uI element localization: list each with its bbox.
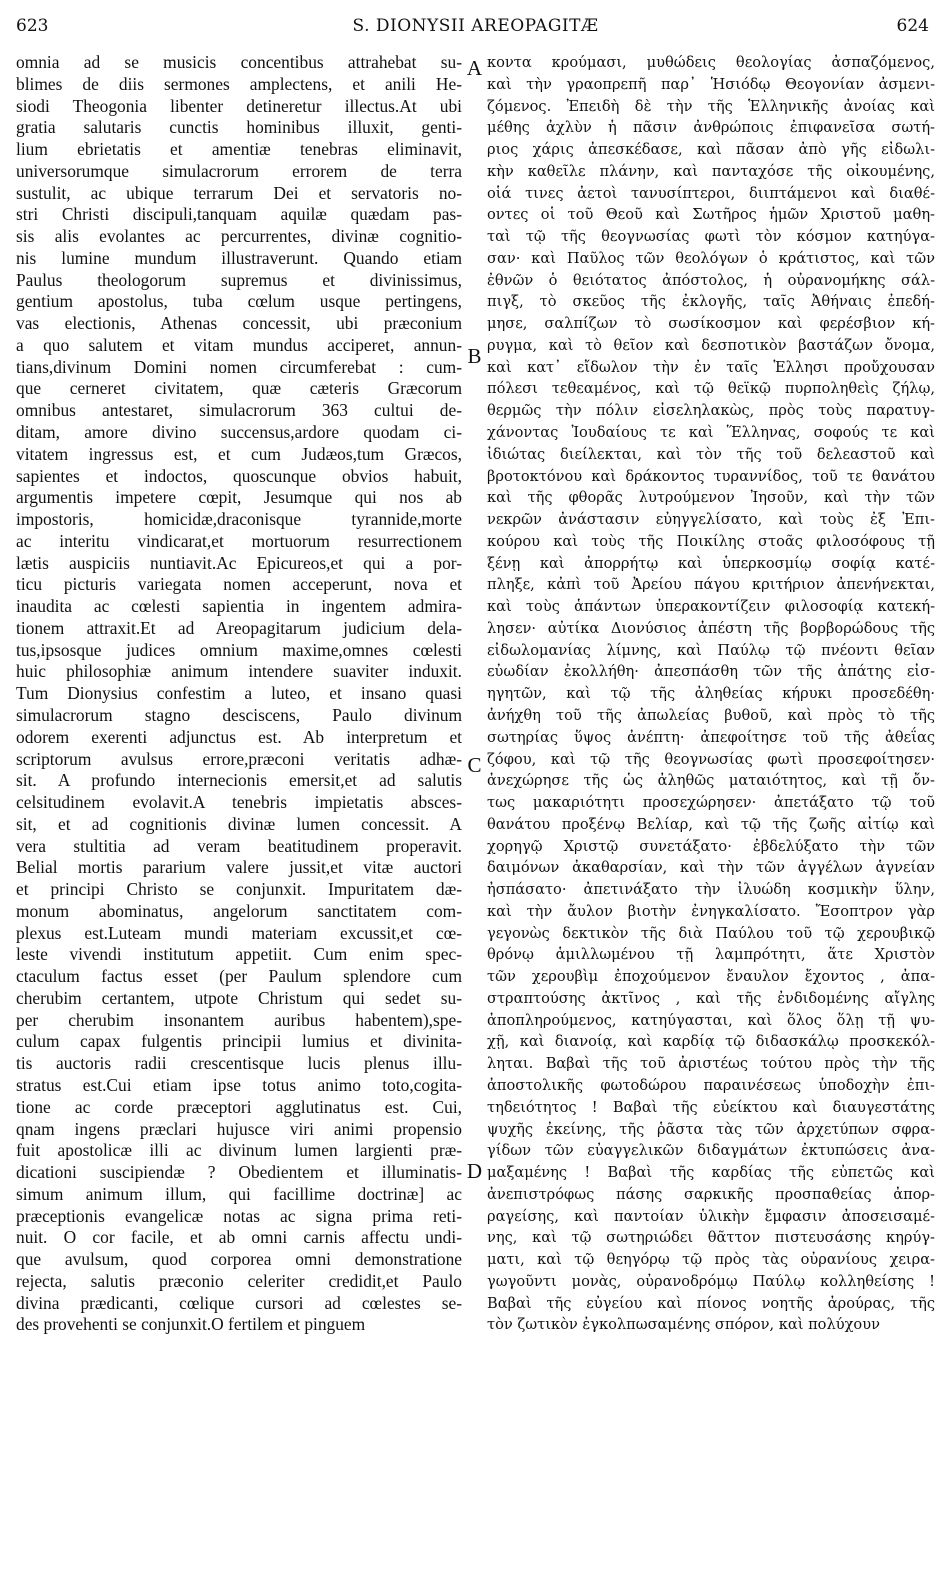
greek-text-line: κοντα κρούμασι, μυθώδεις θεολογίας ἀσπαζόμενος, [487, 54, 935, 71]
latin-text-line: et principi Christo se conjunxit. Impuritatem dæ- [16, 879, 462, 900]
greek-text-line: ἰδιώτας διείλεκται, καὶ τὸν τῆς τοῦ δελεαστοῦ καὶ [487, 445, 935, 463]
latin-text-line: ditam, amore divino succensus,ardore quodam ci- [16, 422, 462, 443]
latin-text-line: lium ebrietatis et amentiæ tenebras eliminavit, [16, 139, 462, 160]
latin-text-line: plexus est.Luteam mundi materiam excussit,et cœ- [16, 922, 462, 943]
greek-text-line: χάνοντας Ἰουδαίους τε καὶ Ἕλληνας, σοφούς τε καὶ [487, 424, 935, 442]
greek-text-line: ἀποστολικῆς φωτοδώρου παραινέσεως ὑποδοχὴν ἐπι- [487, 1076, 935, 1094]
greek-text-line: καὶ κατ᾽ εἴδωλον τὴν ἐν ταῖς Ἑλλησι προὔχουσαν [487, 358, 935, 376]
greek-text-line: δαιμόνων ἀκαθαρσίαν, καὶ τὴν τῶν ἀγγέλων ἁγνείαν [487, 859, 935, 877]
latin-text-line: argumentis impetere cœpit, Jesumque qui nos ab [16, 487, 462, 508]
latin-text-line: per cherubim insonantem auribus habentem),spe- [16, 1009, 462, 1030]
latin-text-line: omnibus antestaret, simulacrorum 363 cultui de- [16, 400, 462, 421]
latin-text-line: cherubim certantem, utpote Christum qui sedet su- [16, 987, 462, 1008]
latin-text-line: siodi Theogonia libenter detineretur illectus.At ubi [16, 95, 462, 116]
latin-text-line: des provehenti se conjunxit.O fertilem et pinguem [16, 1314, 366, 1335]
latin-text-line: tians,divinum Domini nomen circumferebat : cum- [16, 356, 462, 377]
latin-text-line: simum animum illum, qui facillime doctrinæ] ac [16, 1183, 462, 1204]
latin-text-line: nis lumine mundum illustraverunt. Quando etiam [16, 247, 462, 268]
latin-text-line: sustulit, ac ubique terrarum Dei et servatoris no- [16, 182, 462, 203]
running-header [0, 16, 951, 46]
greek-text-line: μησε, σαλπίζων τὸ σωσίκοσμον καὶ φερέσβιον κή- [487, 315, 935, 333]
greek-text-line: οντες οἱ τοῦ Θεοῦ καὶ Σωτῆρος ἡμῶν Χριστοῦ μαθη- [487, 206, 935, 224]
latin-text-line: huic philosophiæ animum intendere suaviter induxit. [16, 661, 462, 682]
greek-text-line: καὶ τοὺς ἁπάντων ὑπερακοντίζειν φιλοσοφίᾳ κατεκή- [487, 598, 935, 616]
latin-text-line: Tum Dionysius confestim a luteo, et insano quasi [16, 683, 462, 704]
latin-text-line: impostoris, homicidæ,draconisque tyrannide,morte [16, 509, 462, 530]
greek-text-line: ταὶ τῷ τῆς θεογνωσίας φωτὶ τὸν κόσμον κατηύγα- [487, 228, 935, 246]
greek-text-line: μαξαμένης ! Βαβαὶ τῆς καρδίας τῆς εὐπετῶς καὶ [487, 1164, 935, 1182]
latin-text-line: simulacrorum stagno desciscens, Paulo divinum [16, 704, 462, 725]
latin-text-line: vitatem ingressus est, et cum Judæos,tum Græcos, [16, 443, 462, 464]
latin-text-line: sis alis evolantes ac percurrentes, divinæ cognitio- [16, 226, 462, 247]
latin-text-line: fuit apostolicæ illi ac divinum lumen largienti præ- [16, 1140, 462, 1161]
latin-text-line: qnam ingens præclari hujusce viri animi propensio [16, 1118, 462, 1139]
latin-text-line: dicationi suscipiendæ ? Obedientem et illuminatis- [16, 1162, 462, 1183]
greek-text-line: ἀνεχώρησε τῆς ὡς ἀληθῶς ματαιότητος, καὶ τῇ ὄν- [487, 772, 935, 790]
latin-text-line: gratia salutaris cunctis hominibus illuxit, genti- [16, 117, 462, 138]
greek-text-line: ρυγμα, καὶ τὸ θεῖον καὶ δεσποτικὸν βαστάζων ὄνομα, [487, 336, 935, 354]
greek-text-line: γωγοῦντι μονὰς, οὐρανοδρόμῳ Παύλῳ κολληθείσης ! [487, 1272, 935, 1290]
latin-text-line: stratus est.Cui etiam ipse totus animo toto,cogita- [16, 1074, 462, 1095]
latin-text-line: tis auctoris radii crescentisque lucis plenus illu- [16, 1053, 462, 1074]
greek-text-line: ἀποπληρούμενος, κατηύγασται, καὶ ὅλος ὅλῃ τῇ ψυ- [487, 1011, 935, 1029]
latin-text-line: omnia ad se musicis concentibus attrahebat su- [16, 52, 462, 72]
page-number-left: 623 [16, 16, 49, 36]
latin-text-line: tus,ipsosque judices omnium maxime,omnes cœlesti [16, 639, 462, 660]
latin-text-line: nuit. O cor facile, et ab omni carnis affectu undi- [16, 1227, 462, 1248]
greek-text-line: καὶ τῆς φθορᾶς λυτρούμενον Ἰησοῦν, καὶ τὴν τῶν [487, 489, 935, 507]
latin-text-line: rejecta, salutis præconio celeriter credidit,et Paulo [16, 1270, 462, 1291]
greek-text-line: βροτοκτόνου καὶ δράκοντος τυραννίδος, τοῦ τε θανάτου [487, 467, 935, 485]
greek-text-line: ματι, καὶ τῷ θεηγόρῳ τῷ πρὸς τὰς οὐρανίους χειρα- [487, 1251, 935, 1269]
latin-text-line: que avulsum, quod corporea omni demonstratione [16, 1249, 462, 1270]
greek-text-line: ἠσπάσατο· ἀπετινάξατο τὴν ἰλυώδη κοσμικὴν ὕλην, [487, 881, 935, 899]
latin-text-line: universorumque simulacrorum errorem de terra [16, 160, 462, 181]
latin-text-line: præceptionis evangelicæ notas ac signa prima reti- [16, 1205, 462, 1226]
greek-text-line: γίδων τῶν εὐαγγελικῶν διδαγμάτων ἐκτυπώσεις ἀνα- [487, 1142, 935, 1160]
greek-text-line: νης, καὶ τῷ σωτηριώδει θᾶττον πιστευσάσης κηρύγ- [487, 1229, 935, 1247]
greek-text-line: τὸν ζωτικὸν ἐγκολπωσαμένης σπόρον, καὶ πολύχουν [487, 1316, 880, 1334]
latin-text-line: ticu picturis variegata nomen acceperunt, nova et [16, 574, 462, 595]
latin-text-line: Paulus theologorum supremus et divinissimus, [16, 269, 462, 290]
greek-column [487, 52, 935, 1336]
latin-text-line: vera stultitia ad veram beatitudinem properavit. [16, 835, 462, 856]
greek-text-line: θερμῶς τὴν πόλιν εἰσεληλακὼς, πρὸς τοὺς παρατυγ- [487, 402, 935, 420]
greek-text-line: καὶ τὴν ἄυλον βιοτὴν ἐνηγκαλίσατο. Ἔσοπτρον γὰρ [487, 902, 935, 920]
latin-text-line: leste vivendi institutum appetiit. Cum enim spec- [16, 944, 462, 965]
greek-text-line: τηδειότητος ! Βαβαὶ τῆς εὐείκτου καὶ διαυγεστάτης [487, 1098, 935, 1116]
greek-text-line: στραπτούσης ἀκτῖνος , καὶ τῆς ἐνδιδομένης αἴγλης [487, 989, 935, 1007]
greek-text-line: χορηγῷ Χριστῷ συνετάξατο· ἐβδελύξατο τὴν τῶν [487, 837, 935, 855]
margin-letter-c: C [467, 753, 482, 777]
latin-text-line: inaudita ac cœlesti sapientia in ingentem admira- [16, 596, 462, 617]
latin-text-line: gentium apostolus, tuba cœlum usque pertingens, [16, 291, 462, 312]
greek-text-line: ἐθνῶν ὁ θειότατος ἀπόστολος, ἡ οὐρανομήκης σάλ- [487, 271, 935, 289]
latin-text-line: scriptorum avulsus errore,præconi veritatis adhæ- [16, 748, 462, 769]
latin-text-line: sapientes et indoctos, quoscunque obvios habuit, [16, 465, 462, 486]
latin-text-line: monum abominatus, angelorum sanctitatem com- [16, 900, 462, 921]
latin-text-line: vas electionis, Athenas concessit, ubi præconium [16, 313, 462, 334]
greek-text-line: οἱά τινες ἀετοὶ τανυσίπτεροι, διιπτάμενοι καὶ διαθέ- [487, 184, 935, 202]
latin-text-line: odorem exerenti adjunctus est. Ab interpretum et [16, 726, 462, 747]
latin-text-line: ctaculum factus esset (per Paulum splendore cum [16, 966, 462, 987]
margin-letter-d: D [466, 1159, 483, 1183]
latin-text-line: ac interitu vindicarat,et mortuorum resurrectionem [16, 530, 462, 551]
greek-text-line: σαν· καὶ Παῦλος τῶν θεολόγων ὁ κράτιστος, καὶ τῶν [487, 249, 935, 267]
greek-text-line: καὶ τὴν γραοπρεπῆ παρ᾽ Ἡσιόδῳ Θεογονίαν ἀσμενι- [487, 75, 935, 93]
latin-text-line: culum capax fulgentis principii lumius et divinita- [16, 1031, 462, 1052]
greek-text-line: ξένῃ καὶ ἀπορρήτῳ καὶ ὑπερκοσμίῳ σοφίᾳ κατέ- [487, 554, 935, 572]
latin-text-line: celsitudinem evolavit.A tenebris impietatis absces- [16, 792, 462, 813]
latin-text-line: Belial mortis pararium valere jussit,et vitæ auctori [16, 857, 462, 878]
greek-text-line: πιγξ, τὸ σκεῦος τῆς ἐκλογῆς, ταῖς Ἀθήναις ἐπεδή- [487, 293, 935, 311]
greek-text-line: σωτηρίας ὕψος ἀνέπτη· ἀπεφοίτησε τοῦ τῆς ἀθεΐας [487, 728, 935, 746]
latin-text-line: blimes de diis sermones amplectens, et anili He- [16, 73, 462, 94]
greek-text-line: ζόμενος. Ἐπειδὴ δὲ τὴν τῆς Ἑλληνικῆς ἀνοίας καὶ [487, 97, 935, 115]
greek-text-line: ζόφου, καὶ τῷ τῆς θεογνωσίας φωτὶ προσεφοίτησεν· [487, 750, 935, 768]
greek-text-line: κούρου καὶ τοὺς τῆς Ποικίλης στοᾶς φιλοσόφους τῇ [487, 532, 935, 550]
latin-text-line: a quo salutem et vitam mundus acciperet, annun- [16, 334, 462, 355]
greek-text-line: ἀνεπιστρόφως πάσης σαρκικῆς προσπαθείας ἀπορ- [487, 1185, 935, 1203]
latin-text-line: que cerneret civitatem, quæ cæteris Græcorum [16, 378, 462, 399]
greek-text-line: εὐωδίαν ἐκολλήθη· ἀπεσπάσθη τῶν τῆς ἀπάτης εἰσ- [487, 663, 935, 681]
greek-text-line: τῶν χερουβὶμ ἐποχούμενον ἔναυλον ἔχοντος , ἀπα- [487, 968, 935, 986]
greek-text-line: θανάτου προξένῳ Βελίαρ, καὶ τῷ τῆς ζωῆς αἰτίῳ καὶ [487, 815, 935, 833]
latin-column [16, 52, 462, 1336]
greek-text-line: εἰδωλομανίας λίμνης, καὶ Παύλῳ τῷ πνέοντι θεῖαν [487, 641, 935, 659]
greek-text-line: λησεν· αὐτίκα Διονύσιος ἀπέστη τῆς βορβορώδους τῆς [487, 619, 935, 637]
greek-text-line: γεγονὼς δεκτικὸν τῆς διὰ Παύλου τοῦ τῷ χερουβικῷ [487, 924, 935, 942]
greek-text-line: νεκρῶν ἀνάστασιν εὐηγγελίσατο, καὶ τοὺς ἐξ Ἐπι- [487, 511, 935, 529]
greek-text-line: τως μακαριότητι προσεχώρησεν· ἀπετάξατο τῷ τοῦ [487, 794, 935, 812]
greek-text-line: ληται. Βαβαὶ τῆς τοῦ ἀριστέως τούτου πρὸς τὴν τῆς [487, 1055, 935, 1073]
latin-text-line: sit. A profundo internecionis emersit,et ad salutis [16, 770, 462, 791]
greek-text-line: πόλεσι τεθεαμένος, καὶ τῷ θεϊκῷ πυρποληθεὶς ζήλῳ, [487, 380, 935, 398]
greek-text-line: μέθης ἀχλὺν ἡ πᾶσιν ἀνθρώποις ἐπιφανεῖσα σωτή- [487, 119, 935, 137]
greek-text-line: ραγείσης, καὶ παντοίαν ὑλικὴν ἔμφασιν ἀποσεισαμέ- [487, 1207, 935, 1225]
latin-text-line: lætis auspiciis nuntiavit.Ac Epicureos,et qui a por- [16, 552, 462, 573]
greek-text-line: θρόνῳ ἁμιλλωμένου τῇ λαμπρότητι, ἅτε Χριστὸν [487, 946, 935, 964]
running-title: S. DIONYSII AREOPAGITÆ [352, 16, 599, 36]
latin-text-line: stri Christi discipuli,tanquam aquilæ quædam pas- [16, 204, 462, 225]
greek-text-line: ἀνήχθη τοῦ τῆς ἀπωλείας βυθοῦ, καὶ πρὸς τὸ τῆς [487, 706, 935, 724]
latin-text-line: tione ac corde præceptori agglutinatus est. Cui, [16, 1096, 462, 1117]
latin-text-line: tionem attraxit.Et ad Areopagitarum judicium dela- [16, 617, 462, 638]
greek-text-line: πληξε, κἀπὶ τοῦ Ἀρείου πάγου κριτήριον ἀπενήνεκται, [487, 576, 935, 594]
margin-letter-b: B [467, 344, 482, 368]
greek-text-line: χῇ, καὶ διανοίᾳ, καὶ καρδίᾳ τῷ διδασκάλῳ προσκεκόλ- [487, 1033, 935, 1051]
greek-text-line: ηγητῶν, καὶ τῷ τῆς ἀληθείας κήρυκι προσεδέθη· [487, 685, 935, 703]
greek-text-line: Βαβαὶ τῆς εὐγείου καὶ πίονος νοητῆς ἀρούρας, τῆς [487, 1294, 935, 1312]
greek-text-line: ριος χάρις ἀπεσκέδασε, καὶ πᾶσαν ἀπὸ γῆς εἰδωλι- [487, 141, 935, 159]
latin-text-line: divina prædicanti, cœlique cursori ad cœlestes se- [16, 1292, 462, 1313]
margin-letter-a: A [466, 56, 483, 80]
greek-text-line: κὴν καθεῖλε πλάνην, καὶ πανταχόσε τῆς οἰκουμένης, [487, 162, 935, 180]
greek-text-line: ψυχῆς ἐκείνης, τῆς ῥᾶστα τὰς τῶν ἀρχετύπων σφρα- [487, 1120, 935, 1138]
latin-text-line: sit, et ad cognitionis divinæ lumen concessit. A [16, 813, 462, 834]
page-number-right: 624 [896, 16, 929, 36]
